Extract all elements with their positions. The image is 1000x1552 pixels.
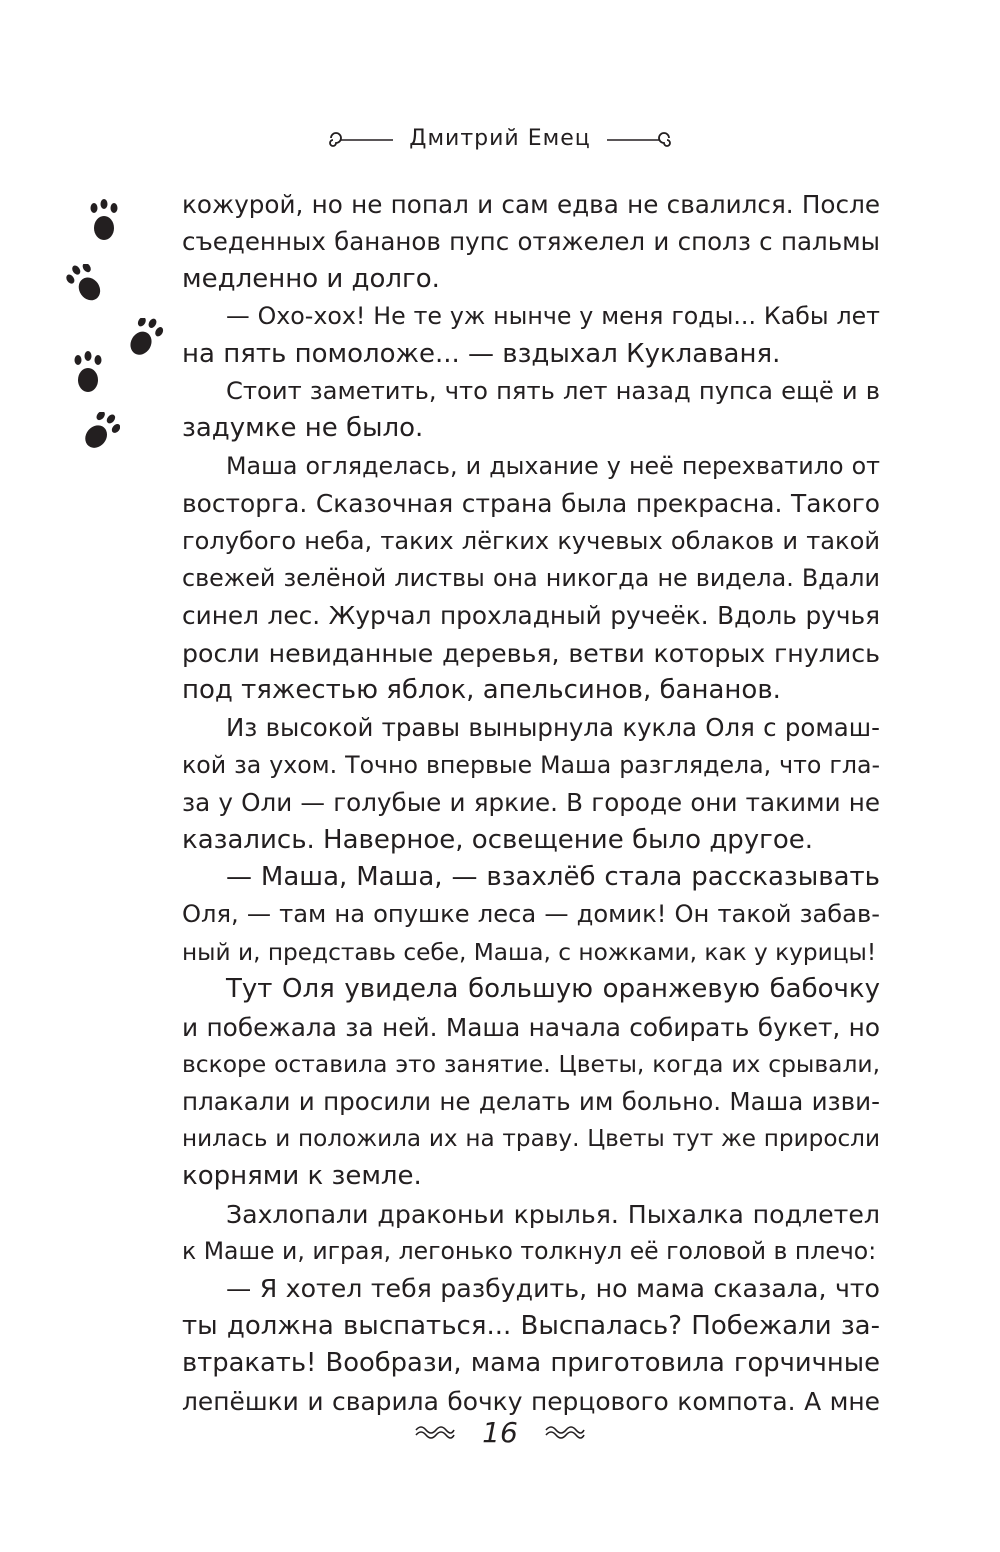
- text-line: нилась и положила их на траву. Цветы тут же приросли: [182, 1125, 880, 1152]
- running-head: [0, 118, 1000, 158]
- footprint-icon: [86, 198, 122, 242]
- text-line: медленно и долго.: [182, 263, 440, 294]
- text-line: — Маша, Маша, — взахлёб стала рассказывать: [226, 862, 880, 893]
- text-line: Оля, — там на опушке леса — домик! Он такой забав-: [182, 900, 880, 929]
- text-line: лепёшки и сварила бочку перцового компота. А мне: [182, 1386, 880, 1416]
- swirl-ornament-left-icon: [325, 128, 395, 148]
- text-line: под тяжестью яблок, апельсинов, бананов.: [182, 675, 781, 706]
- text-line: Из высокой травы вынырнула кукла Оля с ромаш-: [226, 713, 880, 743]
- text-line: голубого неба, таких лёгких кучевых облаков и такой: [182, 526, 880, 555]
- text-line: втракать! Вообрази, мама приготовила горчичные: [182, 1348, 880, 1379]
- text-line: корнями к земле.: [182, 1161, 422, 1192]
- text-line: вскоре оставила это занятие. Цветы, когда их срывали,: [182, 1049, 880, 1078]
- text-line: синел лес. Журчал прохладный ручеёк. Вдоль ручья: [182, 601, 880, 631]
- text-line: съеденных бананов пупс отяжелел и сполз с пальмы: [182, 227, 880, 257]
- text-line: плакали и просили не делать им больно. Маша изви-: [182, 1087, 880, 1117]
- text-line: задумке не было.: [182, 413, 424, 444]
- text-line: росли невиданные деревья, ветви которых гнулись: [182, 638, 880, 668]
- text-line: к Маше и, играя, легонько толкнул её головой в плечо:: [182, 1236, 877, 1265]
- page-number: 16: [482, 1415, 518, 1449]
- text-line: свежей зелёной листвы она никогда не видела. Вдали: [182, 563, 880, 592]
- wave-ornament-right-icon: [544, 1424, 586, 1440]
- text-line: ты должна выспаться... Выспалась? Побежали за-: [182, 1310, 880, 1341]
- text-line: и побежала за ней. Маша начала собирать букет, но: [182, 1012, 880, 1042]
- text-line: Тут Оля увидела большую оранжевую бабочку: [226, 974, 880, 1005]
- footprint-icon: [70, 350, 106, 394]
- footprint-icon: [80, 412, 120, 452]
- swirl-ornament-right-icon: [605, 128, 675, 148]
- author-name: Дмитрий Емец: [409, 125, 591, 151]
- text-line: на пять помоложе... — вздыхал Куклаваня.: [182, 338, 781, 369]
- text-line: кожурой, но не попал и сам едва не свалился. После: [182, 190, 880, 219]
- wave-ornament-left-icon: [414, 1424, 456, 1440]
- text-line: казались. Наверное, освещение было другое.: [182, 824, 814, 855]
- text-line: ный и, представь себе, Маша, с ножками, как у курицы!: [182, 938, 877, 966]
- footprint-icon: [124, 318, 164, 358]
- page-footer: [0, 1408, 1000, 1456]
- body-text: [182, 186, 880, 1420]
- text-line: Стоит заметить, что пять лет назад пупса ещё и в: [226, 376, 880, 405]
- footprints-decoration: [60, 190, 170, 470]
- text-line: восторга. Сказочная страна была прекрасна. Такого: [182, 489, 880, 519]
- footprint-icon: [66, 264, 106, 304]
- text-line: Захлопали драконьи крылья. Пыхалка подлетел: [226, 1199, 880, 1229]
- text-line: кой за ухом. Точно впервые Маша разглядела, что гла-: [182, 750, 880, 779]
- text-line: Маша огляделась, и дыхание у неё перехватило от: [226, 451, 880, 480]
- text-line: — Я хотел тебя разбудить, но мама сказала, что: [226, 1274, 880, 1304]
- text-line: — Охо-хох! Не те уж нынче у меня годы... Кабы лет: [226, 302, 880, 331]
- text-line: за у Оли — голубые и яркие. В городе они такими не: [182, 788, 880, 818]
